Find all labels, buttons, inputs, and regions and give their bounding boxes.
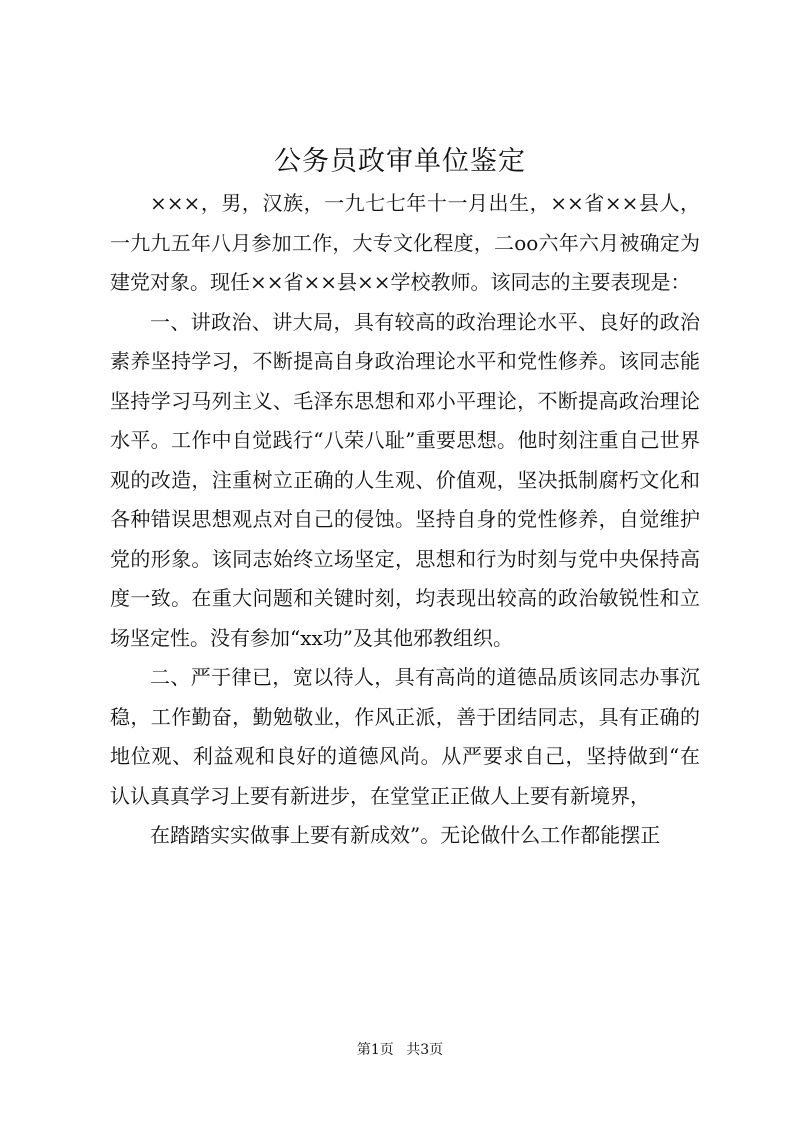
paragraph-morality: 二、严于律已，宽以待人，具有高尚的道德品质该同志办事沉稳，工作勤奋，勤勉敬业，作风正派，善于团结同志，具有正确的地位观、利益观和良好的道德风尚。从严要求自己，坚持做到“在认认真真学习上要有新进步，在堂堂正正做人上要有新境界， [110, 665, 700, 808]
page-number: 第1页 [356, 1042, 394, 1058]
document-body [110, 184, 700, 856]
paragraph-politics: 一、讲政治、讲大局，具有较高的政治理论水平、良好的政治素养坚持学习，不断提高自身政治理论水平和党性修养。该同志能坚持学习马列主义、毛泽东思想和邓小平理论，不断提高政治理论水平。工作中自觉践行“八荣八耻”重要思想。他时刻注重自己世界观的改造，注重树立正确的人生观、价值观，坚决抵制腐朽文化和各种错误思想观点对自己的侵蚀。坚持自身的党性修养，自觉维护党的形象。该同志始终立场坚定，思想和行为时刻与党中央保持高度一致。在重大问题和关键时刻，均表现出较高的政治敏锐性和立场坚定性。没有参加“xx功”及其他邪教组织。 [110, 309, 700, 650]
document-title: 公务员政审单位鉴定 [274, 146, 526, 177]
page-footer [0, 1040, 800, 1060]
paragraph-intro: ×××，男，汉族，一九七七年十一月出生，××省××县人，一九九五年八月参加工作，大专文化程度，二oo六年六月被确定为建党对象。现任××省××县××学校教师。该同志的主要表现是： [110, 191, 700, 294]
paragraph-continued: 在踏踏实实做事上要有新成效”。无论做什么工作都能摆正 [150, 823, 661, 847]
page-total: 共3页 [406, 1042, 444, 1058]
